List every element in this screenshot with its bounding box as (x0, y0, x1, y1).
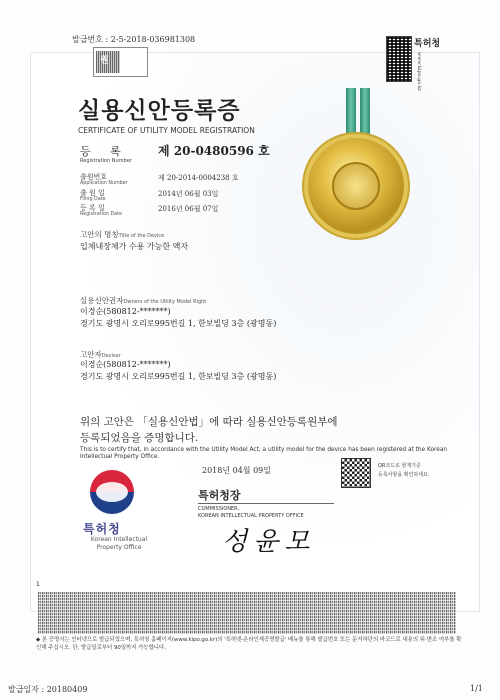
deviser-label-en: Deviser (101, 353, 121, 359)
qr-code-icon (341, 458, 371, 488)
filing-label: 출 원 일 (80, 189, 105, 197)
issue-number: 발급번호 : 2-5-2018-036981308 (72, 35, 196, 44)
application-number: 제 20-2014-0004238 호 (158, 174, 239, 182)
owner-label: 실용신안권자 (80, 296, 124, 305)
corner-url: www.kipo.go.kr (416, 52, 422, 92)
owner-label-en: Owners of the Utility Model Right (123, 299, 207, 305)
corner-label: 특허청 (414, 39, 441, 49)
reg-date-label: 등 록 일 (80, 204, 105, 212)
application-label: 출원번호 (80, 173, 108, 181)
issue-stamp-box (93, 47, 148, 77)
registration-number: 제 20-0480596 호 (158, 144, 270, 158)
kipo-corner-mark (378, 24, 442, 92)
device-title: 입체내장체가 수용 가능한 액자 (80, 242, 189, 251)
certificate-date: 2018년 04월 09일 (202, 466, 271, 475)
deviser-name: 이경순(580812-*******) (80, 360, 171, 369)
certificate-title-en: CERTIFICATE OF UTILITY MODEL REGISTRATION (78, 126, 255, 135)
logo-name-ko: 특허청 (83, 522, 121, 536)
deviser-label: 고안자 (80, 350, 102, 359)
certificate-title: 실용신안등록증 (78, 97, 241, 124)
device-title-label-en: Title of the Device (118, 233, 165, 239)
deviser-address: 경기도 광명시 오리로995번길 1, 한보빌딩 3층 (광명동) (80, 372, 277, 381)
registration-label: 등 록 (80, 145, 129, 158)
certification-statement-en: This is to certify that, in accordance with the Utility Model Act, a utility model for the device has been registered at the Korean Intellectual Property Office. (80, 447, 448, 460)
owner-name: 이경순(580812-*******) (80, 307, 171, 316)
registration-label-en: Registration Number (80, 158, 132, 164)
reg-date-label-en: Registration Date (80, 212, 122, 217)
device-title-label: 고안의 명칭 (80, 230, 119, 239)
filing-date: 2014년 06월 03일 (158, 190, 219, 198)
anti-forgery-barcode-strip (38, 592, 456, 634)
commissioner-divider (198, 503, 334, 504)
issue-date: 발급일자 : 20180409 (8, 685, 88, 694)
qr-instructions: QR코드로 현재기준 등록사항을 확인하세요. (378, 463, 430, 478)
certification-statement-2: 등록되었음을 증명합니다. (80, 432, 199, 444)
commissioner-title: 특허청장 (198, 489, 241, 502)
page-number: 1/1 (470, 684, 483, 693)
registration-date: 2016년 06월 07일 (158, 205, 219, 213)
application-label-en: Application Number (80, 181, 128, 186)
stamp-text: 원 (100, 56, 109, 66)
gold-seal-icon (308, 138, 404, 234)
device-title-heading (80, 229, 164, 240)
verification-notice: ◆ 본 증명서는 인터넷으로 발급되었으며, 특허청 홈페이지(www.kipo.go.kr)의 '특허넷-온라인제증명발급' 메뉴를 통해 발급번호 또는 문서하단의 바코드로 내용의 위·변조 여부를 확인해 주십시오. 단, 발급일로부터 90일까지 가능합니다. (36, 637, 462, 651)
logo-name-en: Korean Intellectual Property Office (90, 536, 148, 551)
strip-mark: 1 (36, 581, 40, 588)
commissioner-signature: 성윤모 (222, 527, 316, 557)
filing-label-en: Filing Date (80, 197, 106, 202)
commissioner-title-en: COMMISSIONER, KOREAN INTELLECTUAL PROPERTY OFFICE (198, 506, 304, 519)
owner-heading (80, 295, 206, 306)
certification-statement-1: 위의 고안은 「실용신안법」에 따라 실용신안등록원부에 (80, 416, 338, 428)
barcode-icon (386, 36, 412, 82)
owner-address: 경기도 광명시 오리로995번길 1, 한보빌딩 3층 (광명동) (80, 319, 277, 328)
